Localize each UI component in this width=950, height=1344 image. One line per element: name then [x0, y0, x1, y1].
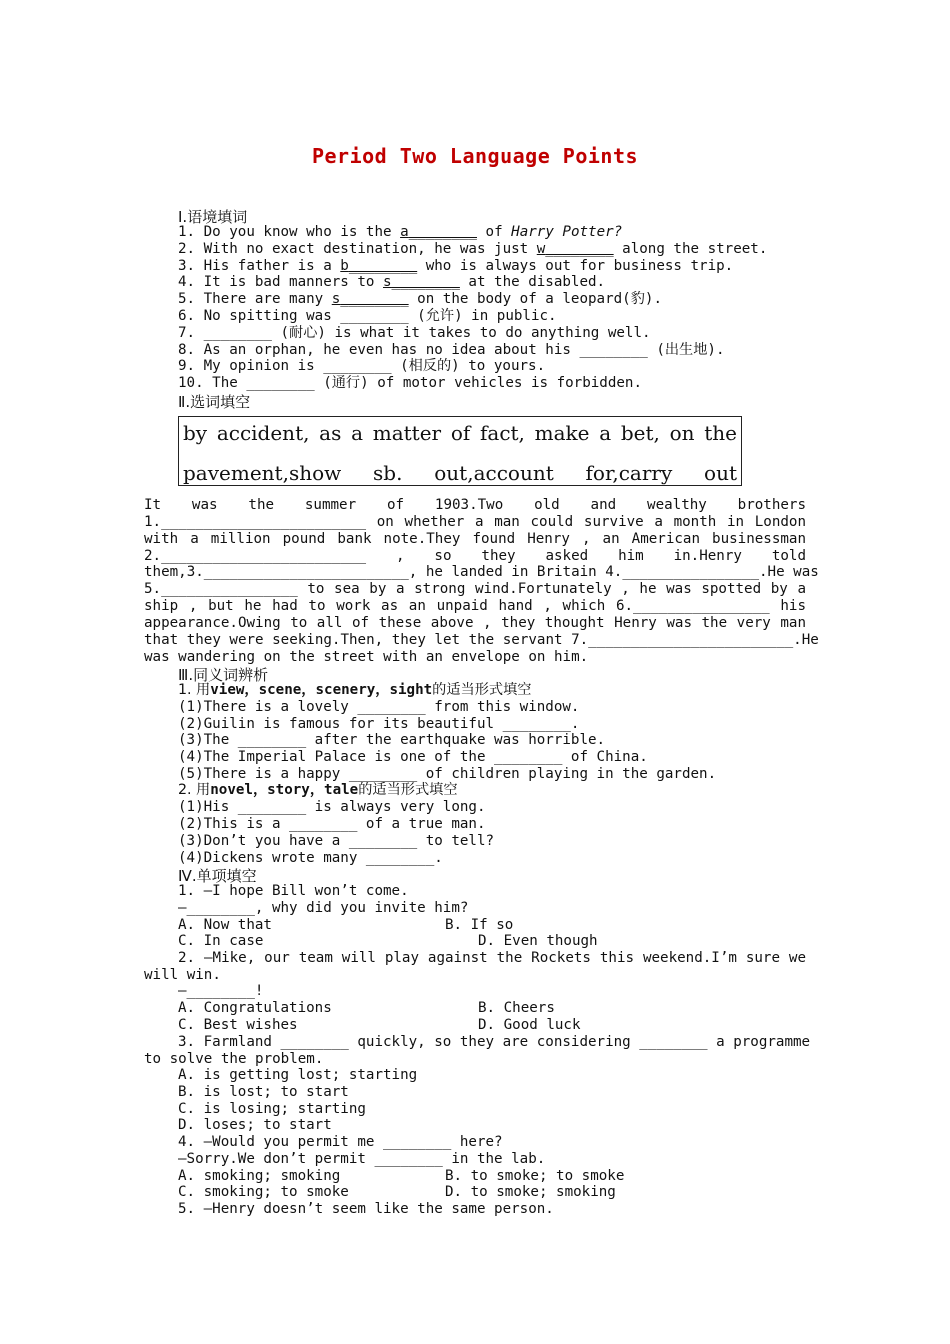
p4-q2-option-b: B. Cheers — [478, 1000, 555, 1016]
passage-line: 1.________________________ on whether a man could survive a month in London — [144, 514, 806, 530]
passage-line: them,3.________________________, he landed in Britain 4.________________.He was — [144, 564, 819, 580]
p4-q1-reply: —________, why did you invite him? — [178, 900, 469, 916]
word-bank-line-1: by accident, as a matter of fact, make a bet, on the — [183, 421, 737, 445]
word-bank-line-2: pavement,show sb. out,account for,carry out — [183, 461, 737, 485]
p4-q3: 3. Farmland ________ quickly, so they are considering ________ a programme — [178, 1034, 811, 1050]
p1-q4: 4. It is bad manners to s________ at the disabled. — [178, 274, 606, 290]
word-bank-box — [178, 416, 742, 486]
p3-l2: (2)Guilin is famous for its beautiful ________. — [178, 716, 580, 732]
p4-q2-cont: will win. — [144, 967, 221, 983]
p4-q1-option-b: B. If so — [445, 917, 514, 933]
passage-line: It was the summer of 1903.Two old and wealthy brothers — [144, 497, 806, 513]
p1-q9: 9. My opinion is ________ (相反的) to yours. — [178, 358, 546, 374]
p3-l4: (4)The Imperial Palace is one of the ________ of China. — [178, 749, 648, 765]
p1-q2: 2. With no exact destination, he was just w________ along the street. — [178, 241, 768, 257]
section-4-header: Ⅳ.单项填空 — [178, 867, 257, 885]
p4-q1-option-a: A. Now that — [178, 917, 272, 933]
p3-l5: (5)There is a happy ________ of children playing in the garden. — [178, 766, 717, 782]
section-3-header: Ⅲ.同义词辨析 — [178, 666, 269, 684]
passage-line: was wandering on the street with an envelope on him. — [144, 649, 589, 665]
p4-q3-option-a: A. is getting lost; starting — [178, 1067, 418, 1083]
p3-m4: (4)Dickens wrote many ________. — [178, 850, 443, 866]
passage-line: that they were seeking.Then, they let the servant 7.________________________.He — [144, 632, 819, 648]
p1-q8: 8. As an orphan, he even has no idea about his ________ (出生地). — [178, 342, 725, 358]
p4-q2: 2. —Mike, our team will play against the Rockets this weekend.I’m sure we — [178, 950, 806, 966]
p4-q3-cont: to solve the problem. — [144, 1051, 324, 1067]
p4-q2-option-d: D. Good luck — [478, 1017, 581, 1033]
p4-q3-option-d: D. loses; to start — [178, 1117, 332, 1133]
p3-l3: (3)The ________ after the earthquake was horrible. — [178, 732, 606, 748]
p4-q2-option-c: C. Best wishes — [178, 1017, 298, 1033]
passage-line: 5.________________ to sea by a strong wind.Fortunately , he was spotted by a — [144, 581, 806, 597]
passage-line: 2.________________________ , so they asked him in.Henry told — [144, 548, 806, 564]
p3-heading-1: 1. 用view，scene，scenery，sight的适当形式填空 — [178, 682, 532, 698]
p1-q6: 6. No spitting was ________ (允许) in public. — [178, 308, 557, 324]
p4-q2-option-a: A. Congratulations — [178, 1000, 332, 1016]
p3-l1: (1)There is a lovely ________ from this window. — [178, 699, 580, 715]
passage-line: with a million pound bank note.They found Henry , an American businessman — [144, 531, 806, 547]
p4-q1-option-c: C. In case — [178, 933, 264, 949]
p1-q1: 1. Do you know who is the a________ of Harry Potter? — [178, 224, 623, 240]
p1-q7: 7. ________ (耐心) is what it takes to do anything well. — [178, 325, 651, 341]
p4-q4-option-d: D. to smoke; smoking — [445, 1184, 616, 1200]
page-title: Period Two Language Points — [311, 144, 639, 168]
p3-m1: (1)His ________ is always very long. — [178, 799, 486, 815]
p4-q4-option-c: C. smoking; to smoke — [178, 1184, 349, 1200]
p4-q4-reply: —Sorry.We don’t permit ________ in the lab. — [178, 1151, 546, 1167]
p4-q4: 4. —Would you permit me ________ here? — [178, 1134, 503, 1150]
passage-line: appearance.Owing to all of these above , they thought Henry was the very man — [144, 615, 806, 631]
p4-q3-option-b: B. is lost; to start — [178, 1084, 349, 1100]
p1-q5: 5. There are many s________ on the body of a leopard(豹). — [178, 291, 662, 307]
section-1-header: Ⅰ.语境填词 — [178, 208, 248, 226]
p3-m3: (3)Don’t you have a ________ to tell? — [178, 833, 495, 849]
passage-line: ship , but he had to work as an unpaid hand , which 6.________________ his — [144, 598, 806, 614]
p4-q2-reply: —________! — [178, 983, 264, 999]
p4-q4-option-b: B. to smoke; to smoke — [445, 1168, 625, 1184]
p3-heading-2: 2. 用novel，story，tale的适当形式填空 — [178, 782, 458, 798]
p4-q1: 1. —I hope Bill won’t come. — [178, 883, 409, 899]
p4-q4-option-a: A. smoking; smoking — [178, 1168, 341, 1184]
p1-q10: 10. The ________ (通行) of motor vehicles is forbidden. — [178, 375, 642, 391]
p4-q5: 5. —Henry doesn’t seem like the same person. — [178, 1201, 554, 1217]
section-2-header: Ⅱ.选词填空 — [178, 393, 251, 411]
p3-m2: (2)This is a ________ of a true man. — [178, 816, 486, 832]
p4-q3-option-c: C. is losing; starting — [178, 1101, 366, 1117]
p4-q1-option-d: D. Even though — [478, 933, 598, 949]
p1-q3: 3. His father is a b________ who is always out for business trip. — [178, 258, 734, 274]
